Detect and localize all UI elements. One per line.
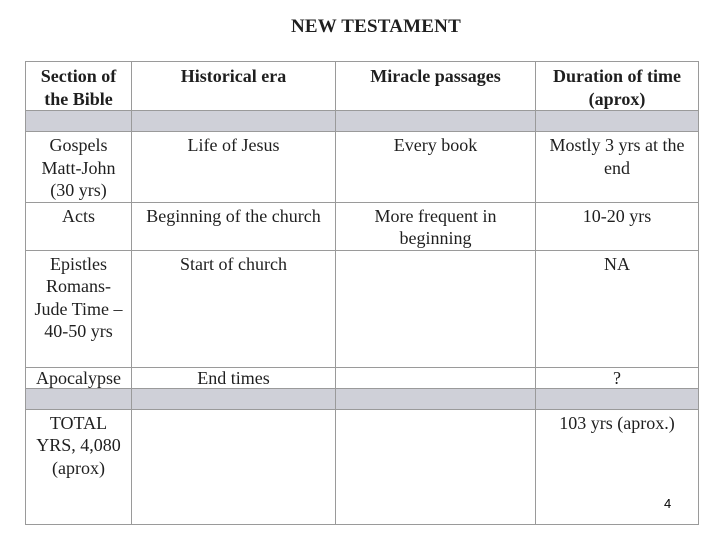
cell-era [132,409,336,524]
shaded-divider-row [26,388,699,409]
cell-section: Apocalypse [26,367,132,388]
cell-duration: 10-20 yrs [536,202,699,250]
cell-section: Epistles Romans-Jude Time –40-50 yrs [26,250,132,367]
table-header-row [26,62,699,111]
new-testament-table [25,61,699,525]
cell-era: Start of church [132,250,336,367]
header-section: Section of the Bible [26,62,132,111]
cell-duration: NA [536,250,699,367]
cell-duration: Mostly 3 yrs at the end [536,132,699,203]
shaded-divider-row [26,111,699,132]
table-row [26,250,699,367]
cell-miracles: Every book [336,132,536,203]
cell-era: Life of Jesus [132,132,336,203]
cell-era: End times [132,367,336,388]
cell-section: Acts [26,202,132,250]
cell-total-duration: 103 yrs (aprox.) [536,409,699,524]
cell-miracles [336,250,536,367]
cell-duration: ? [536,367,699,388]
header-miracle-passages: Miracle passages [336,62,536,111]
page-number: 4 [664,496,672,511]
table-row [26,132,699,203]
cell-miracles [336,409,536,524]
header-historical-era: Historical era [132,62,336,111]
cell-total-label: TOTAL YRS, 4,080 (aprox) [26,409,132,524]
cell-section: Gospels Matt-John (30 yrs) [26,132,132,203]
header-duration: Duration of time (aprox) [536,62,699,111]
page-title: NEW TESTAMENT [291,16,461,37]
cell-miracles [336,367,536,388]
table-row [26,202,699,250]
cell-miracles: More frequent in beginning [336,202,536,250]
cell-era: Beginning of the church [132,202,336,250]
total-row [26,409,699,524]
table-row [26,367,699,388]
